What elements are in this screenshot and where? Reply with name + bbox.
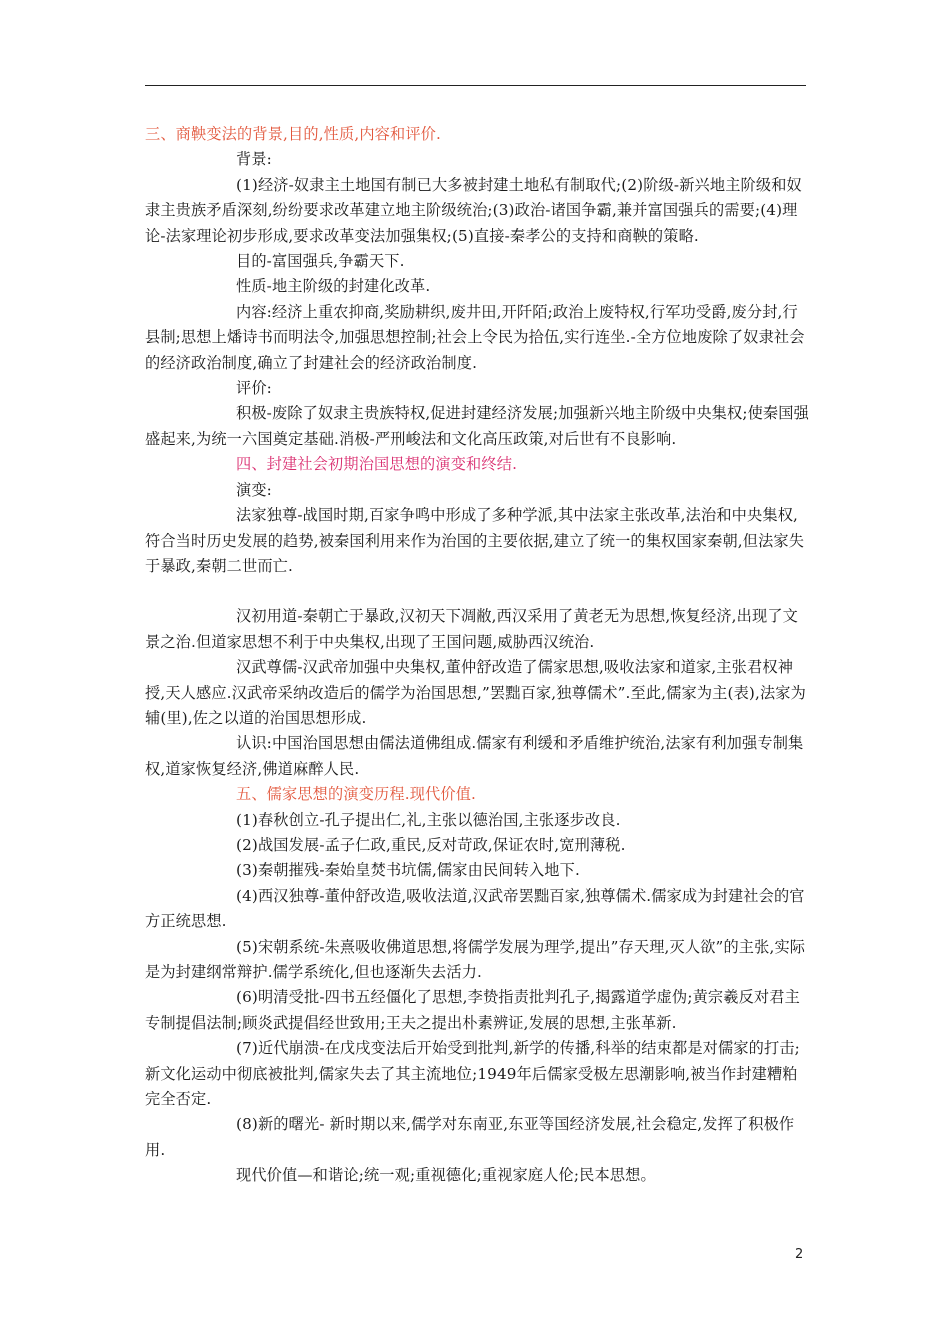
section-heading-3: 三、商鞅变法的背景,目的,性质,内容和评价.	[145, 125, 441, 143]
evolution-understanding: 认识:中国治国思想由儒法道佛组成.儒家有利缓和矛盾维护统治,法家有利加强专制集权,道家恢复经济,佛道麻醉人民.	[145, 734, 804, 778]
section-heading-5: 五、儒家思想的演变历程.现代价值.	[236, 785, 477, 804]
nature-text: 性质-地主阶级的封建化改革.	[236, 277, 431, 296]
list-item: (8)新的曙光- 新时期以来,儒学对东南亚,东亚等国经济发展,社会稳定,发挥了积极作用.	[145, 1115, 795, 1159]
list-item: (2)战国发展-孟子仁政,重民,反对苛政,保证农时,宽刑薄税.	[236, 835, 626, 854]
purpose-text: 目的-富国强兵,争霸天下.	[236, 252, 405, 271]
background-text: (1)经济-奴隶主土地国有制已大多被封建土地私有制取代;(2)阶级-新兴地主阶级和奴隶主贵族矛盾深刻,纷纷要求改革建立地主阶级统治;(3)政治-诸国争霸,兼并富国强兵的需要;(4)理论-法家理论初步形成,要求改革变法加强集权;(5)直接-秦孝公的支持和商鞅的策略.	[145, 175, 802, 245]
evaluation-label: 评价:	[236, 379, 272, 398]
list-item: (5)宋朝系统-朱熹吸收佛道思想,将儒学发展为理学,提出”存天理,灭人欲”的主张,实际是为封建纲常辩护.儒学系统化,但也逐渐失去活力.	[145, 937, 806, 981]
section-heading-4: 四、封建社会初期治国思想的演变和终结.	[236, 455, 518, 474]
evaluation-text: 积极-废除了奴隶主贵族特权,促进封建经济发展;加强新兴地主阶级中央集权;使秦国强盛起来,为统一六国奠定基础.消极-严刑峻法和文化高压政策,对后世有不良影响.	[145, 404, 809, 448]
header-rule	[145, 85, 806, 86]
content-text: 内容:经济上重农抑商,奖励耕织,废井田,开阡陌;政治上废特权,行军功受爵,废分封,行县制;思想上燔诗书而明法令,加强思想控制;社会上令民为拾伍,实行连坐.-全方位地废除了奴隶社会的经济政治制度,确立了封建社会的经济政治制度.	[145, 302, 805, 372]
list-item: (7)近代崩溃-在戊戌变法后开始受到批判,新学的传播,科举的结束都是对儒家的打击;新文化运动中彻底被批判,儒家失去了其主流地位;1949年后儒家受极左思潮影响,被当作封建糟粕完全否定.	[145, 1039, 800, 1109]
modern-value-text: 现代价值—和谐论;统一观;重视德化;重视家庭人伦;民本思想。	[236, 1166, 656, 1185]
evolution-legalism: 法家独尊-战国时期,百家争鸣中形成了多种学派,其中法家主张改革,法治和中央集权,符合当时历史发展的趋势,被秦国利用来作为治国的主要依据,建立了统一的集权国家秦朝,但法家失于暴政,秦朝二世而亡.	[145, 506, 805, 575]
list-item: (4)西汉独尊-董仲舒改造,吸收法道,汉武帝罢黜百家,独尊儒术.儒家成为封建社会的官方正统思想.	[145, 886, 805, 931]
list-item: (6)明清受批-四书五经僵化了思想,李贽指责批判孔子,揭露道学虚伪;黄宗羲反对君主专制提倡法制;顾炎武提倡经世致用;王夫之提出朴素辨证,发展的思想,主张革新.	[145, 988, 800, 1032]
evolution-confucianism: 汉武尊儒-汉武帝加强中央集权,董仲舒改造了儒家思想,吸收法家和道家,主张君权神授,天人感应.汉武帝采纳改造后的儒学为治国思想,”罢黜百家,独尊儒术”.至此,儒家为主(表),法家为辅(里),佐之以道的治国思想形成.	[145, 658, 806, 727]
list-item: (3)秦朝摧残-秦始皇焚书坑儒,儒家由民间转入地下.	[236, 861, 580, 880]
paragraph-gap	[145, 579, 810, 604]
background-label: 背景:	[236, 150, 272, 169]
document-body	[145, 122, 810, 1189]
evolution-label: 演变:	[236, 480, 272, 499]
evolution-daoism: 汉初用道-秦朝亡于暴政,汉初天下凋敝,西汉采用了黄老无为思想,恢复经济,出现了文景之治.但道家思想不利于中央集权,出现了王国问题,威胁西汉统治.	[145, 607, 799, 651]
page-number: 2	[795, 1247, 804, 1262]
list-item: (1)春秋创立-孔子提出仁,礼,主张以德治国,主张逐步改良.	[236, 810, 621, 829]
